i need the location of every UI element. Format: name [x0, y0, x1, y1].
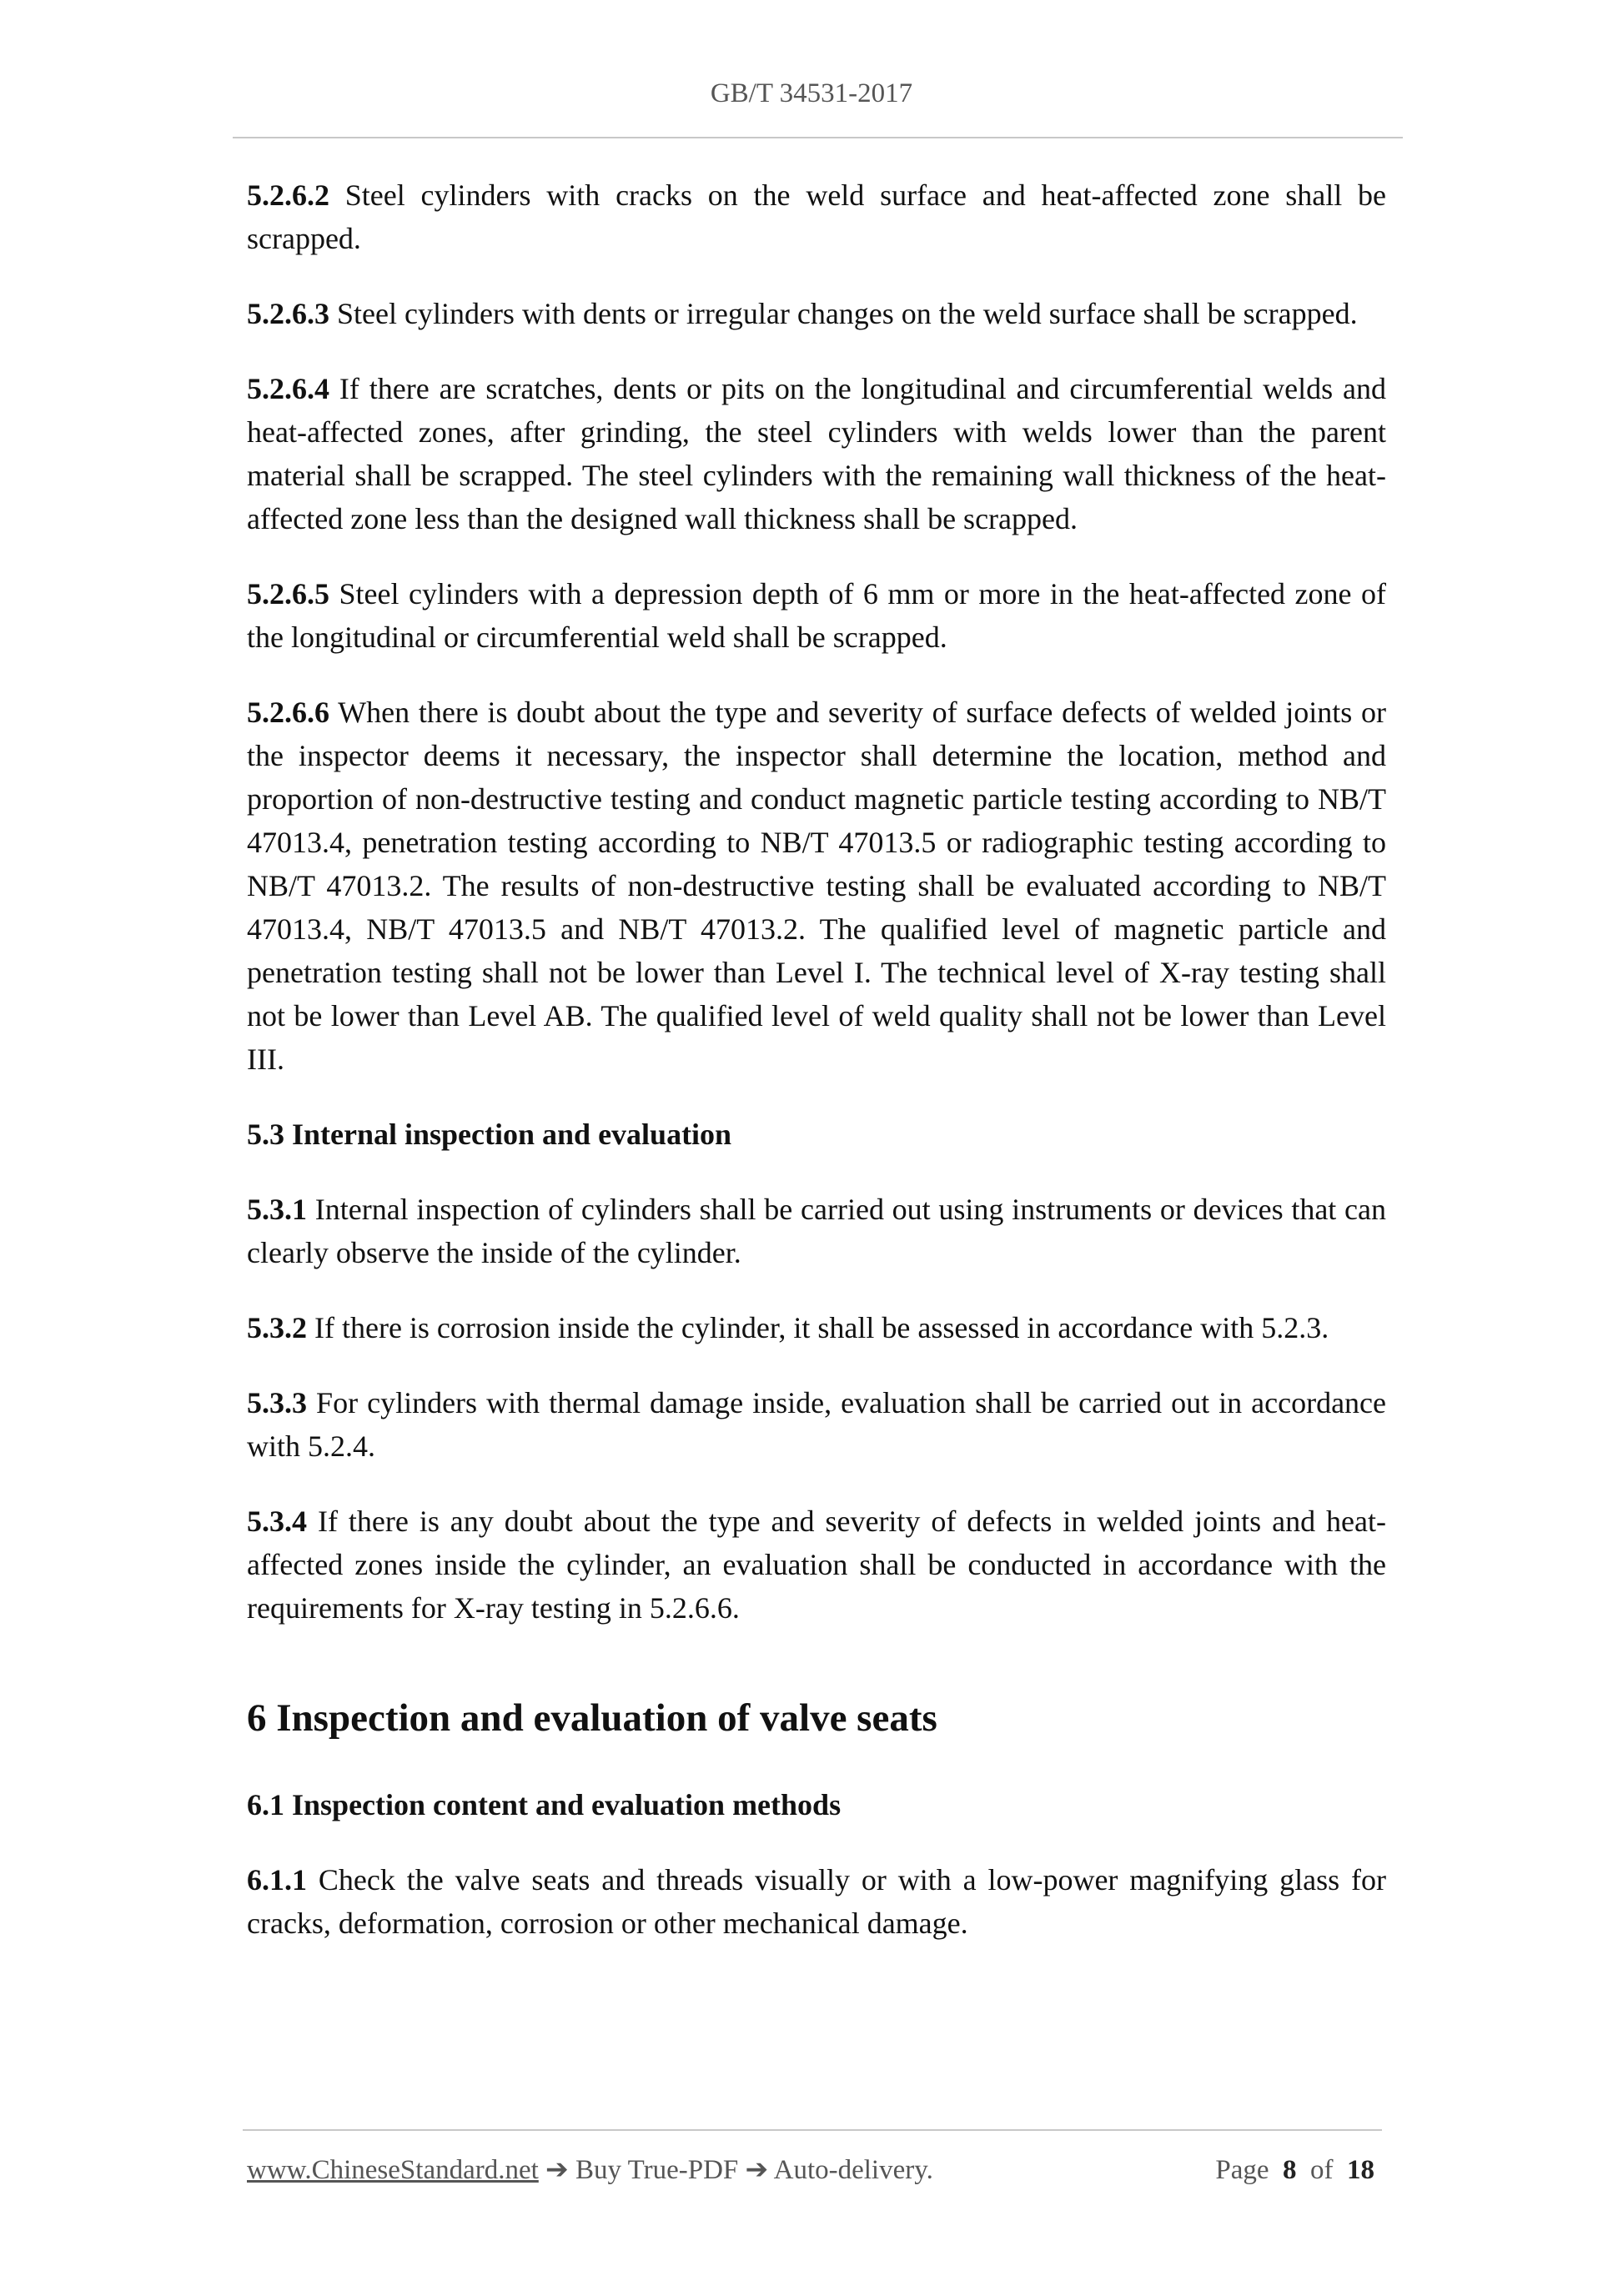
clause-5-2-6-4	[247, 367, 1386, 540]
clause-number: 5.3.2	[247, 1311, 307, 1344]
clause-6-1-1	[247, 1858, 1386, 1945]
page-label: Page	[1215, 2155, 1269, 2185]
clause-5-3-1	[247, 1188, 1386, 1274]
arrow-right-icon: ➔	[745, 2155, 769, 2185]
standard-id: GB/T 34531-2017	[710, 78, 913, 108]
page-indicator	[1215, 2152, 1374, 2188]
clause-text: Internal inspection of cylinders shall be carried out using instruments or devices that can clearly observe the inside of the cylinder.	[247, 1193, 1387, 1269]
chapter-heading-6: 6 Inspection and evaluation of valve seats	[247, 1696, 937, 1740]
clause-text: Steel cylinders with cracks on the weld surface and heat-affected zone shall be scrapped.	[247, 178, 1386, 255]
clause-5-3-3	[247, 1381, 1386, 1468]
clause-text: If there is any doubt about the type and severity of defects in welded joints and heat-affected zones inside the cylinder, an evaluation shall be conducted in accordance with the requirements for X-ray testing in 5.2.6.6.	[247, 1505, 1386, 1625]
clause-number: 5.2.6.2	[247, 178, 329, 212]
page-of-label: of	[1310, 2155, 1334, 2185]
buy-true-pdf-text: Buy True-PDF	[575, 2155, 739, 2185]
clause-5-2-6-6	[247, 691, 1386, 1081]
clause-text: For cylinders with thermal damage inside, evaluation shall be carried out in accordance with 5.2.4.	[247, 1386, 1387, 1463]
auto-delivery-text: Auto-delivery.	[773, 2155, 933, 2185]
total-pages-number: 18	[1347, 2155, 1374, 2185]
clause-number: 5.3.3	[247, 1386, 307, 1419]
section-heading-5-3: 5.3 Internal inspection and evaluation	[247, 1118, 732, 1151]
clause-text: When there is doubt about the type and severity of surface defects of welded joints or the inspector deems it necessary, the inspector shall determine the location, method and proportion of non-destructive testing and conduct magnetic particle testing according to NB/T 47013.4, penetration testing according to NB/T 47013.5 or radiographic testing according to NB/T 47013.2. The results of non-destructive testing shall be evaluated according to NB/T 47013.4, NB/T 47013.5 and NB/T 47013.2. The qualified level of magnetic particle and penetration testing shall not be lower than Level I. The technical level of X-ray testing shall not be lower than Level AB. The qualified level of weld quality shall not be lower than Level III.	[247, 696, 1386, 1076]
clause-text: If there are scratches, dents or pits on the longitudinal and circumferential welds and heat-affected zones, after grinding, the steel cylinders with welds lower than the parent material shall be scrapped. The steel cylinders with the remaining wall thickness of the heat-affected zone less than the designed wall thickness shall be scrapped.	[247, 372, 1386, 535]
clause-5-2-6-2	[247, 173, 1386, 260]
site-link[interactable]: www.ChineseStandard.net	[247, 2155, 539, 2185]
clause-text: Steel cylinders with dents or irregular changes on the weld surface shall be scrapped.	[337, 297, 1358, 330]
clause-number: 5.2.6.3	[247, 297, 329, 330]
section-heading-6-1: 6.1 Inspection content and evaluation methods	[247, 1788, 842, 1821]
header-divider	[233, 137, 1403, 138]
clause-5-2-6-5	[247, 572, 1386, 659]
clause-number: 5.3.1	[247, 1193, 307, 1226]
clause-5-2-6-3	[247, 292, 1386, 335]
clause-text: If there is corrosion inside the cylinder, it shall be assessed in accordance with 5.2.3.	[314, 1311, 1329, 1344]
arrow-right-icon: ➔	[545, 2155, 569, 2185]
footer-promo	[247, 2152, 933, 2188]
footer-divider	[243, 2129, 1382, 2131]
current-page-number: 8	[1283, 2155, 1297, 2185]
clause-number: 5.2.6.6	[247, 696, 329, 729]
page-header	[0, 78, 1623, 109]
clause-number: 5.3.4	[247, 1505, 307, 1538]
clause-number: 5.2.6.4	[247, 372, 329, 405]
document-body	[247, 173, 1386, 1945]
clause-number: 5.2.6.5	[247, 577, 329, 610]
clause-number: 6.1.1	[247, 1863, 307, 1897]
clause-5-3-2	[247, 1306, 1386, 1349]
clause-text: Check the valve seats and threads visually or with a low-power magnifying glass for cracks, deformation, corrosion or other mechanical damage.	[247, 1863, 1387, 1940]
clause-5-3-4	[247, 1500, 1386, 1630]
clause-text: Steel cylinders with a depression depth of 6 mm or more in the heat-affected zone of the longitudinal or circumferential weld shall be scrapped.	[247, 577, 1387, 654]
